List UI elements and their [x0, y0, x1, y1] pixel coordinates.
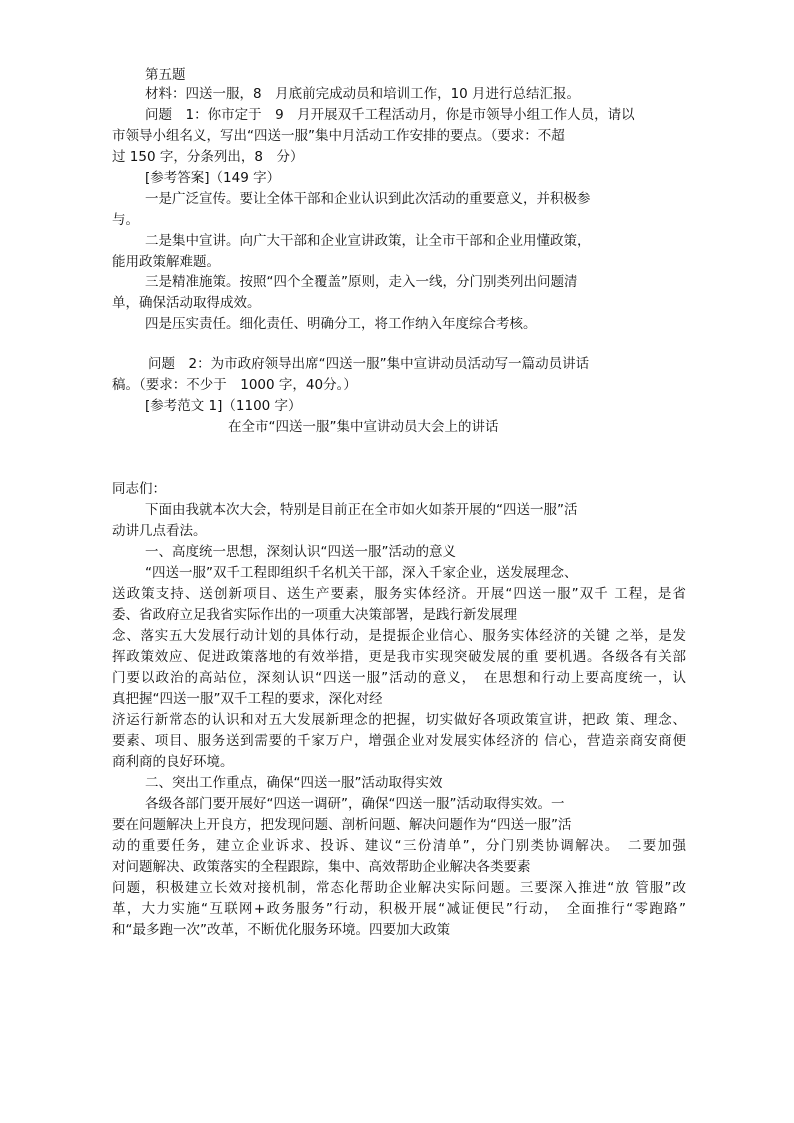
answer-point-two: 二是集中宣讲。向广大干部和企业宣讲政策，让全市干部和企业用懂政策， [145, 233, 591, 249]
section-two-line: 对问题解决、政策落实的全程跟踪，集中、高效帮助企业解决各类要素 [112, 859, 531, 875]
intro-paragraph-line: 下面由我就本次大会，特别是目前正在全市如火如荼开展的“四送一服”活 [145, 502, 578, 518]
answer-point-three: 三是精准施策。按照“四个全覆盖”原则，走入一线，分门别类列出问题清 [145, 274, 578, 290]
question-one-line: 过 150 字，分条列出，8 分） [112, 149, 304, 165]
section-one-line: 门要以政治的高站位，深刻认识“四送一服”活动的意义， 在思想和行动上要高度统一，认 [112, 670, 686, 686]
intro-paragraph-line: 动讲几点看法。 [112, 523, 207, 539]
section-two-line: 革，大力实施“互联网+政务服务”行动，积极开展“减证便民”行动， 全面推行“零跑路” [112, 901, 686, 917]
answer-point-one: 与。 [112, 212, 139, 228]
section-one-line: 要素、项目、服务送到需要的千家万户，增强企业对发展实体经济的 信心，营造亲商安商便 [112, 733, 686, 749]
section-one-line: 委、省政府立足我省实际作出的一项重大决策部署，是践行新发展理 [112, 607, 517, 623]
answer-point-three: 单，确保活动取得成效。 [112, 295, 261, 311]
section-one-line: 真把握“四送一服”双千工程的要求，深化对经 [112, 691, 383, 707]
reference-answer-label: [参考答案]（149 字） [145, 170, 281, 186]
question-two-line: 问题 2：为市政府领导出席“四送一服”集中宣讲动员活动写一篇动员讲话 [148, 356, 590, 372]
answer-point-two: 能用政策解难题。 [112, 254, 220, 270]
section-one-heading: 一、高度统一思想，深刻认识“四送一服”活动的意义 [145, 544, 456, 560]
section-two-line: 问题，积极建立长效对接机制，常态化帮助企业解决实际问题。三要深入推进“放 管服”改 [112, 880, 686, 896]
section-one-line: 商利商的良好环境。 [112, 754, 234, 770]
section-two-line: 动的重要任务，建立企业诉求、投诉、建议“三份清单”，分门别类协调解决。 二要加强 [112, 838, 686, 854]
section-two-heading: 二、突出工作重点，确保“四送一服”活动取得实效 [145, 775, 443, 791]
question-five-heading: 第五题 [145, 67, 186, 83]
answer-point-one: 一是广泛宣传。要让全体干部和企业认识到此次活动的重要意义，并积极参 [145, 191, 591, 207]
section-one-line: 念、落实五大发展行动计划的具体行动，是提振企业信心、服务实体经济的关键 之举，是发 [112, 628, 686, 644]
answer-point-four: 四是压实责任。细化责任、明确分工，将工作纳入年度综合考核。 [145, 316, 537, 332]
speech-title: 在全市“四送一服”集中宣讲动员大会上的讲话 [228, 419, 499, 435]
material-line: 材料：四送一服，8 月底前完成动员和培训工作，10 月进行总结汇报。 [145, 86, 581, 102]
reference-essay-label: [参考范文 1]（1100 字） [145, 398, 302, 414]
section-one-line: 挥政策效应、促进政策落地的有效举措，更是我市实现突破发展的重 要机遇。各级各有关部 [112, 649, 686, 665]
section-one-line: 济运行新常态的认识和对五大发展新理念的把握，切实做好各项政策宣讲，把政 策、理念、 [112, 712, 686, 728]
section-one-line: “四送一服”双千工程即组织千名机关干部，深入千家企业，送发展理念、 [145, 565, 578, 581]
salutation: 同志们： [112, 481, 166, 497]
question-two-line: 稿。（要求：不少于 1000 字，40分。） [112, 377, 357, 393]
section-two-line: 要在问题解决上开良方，把发现问题、剖析问题、解决问题作为“四送一服”活 [112, 817, 572, 833]
section-two-line: 和“最多跑一次”改革，不断优化服务环境。四要加大政策 [112, 922, 450, 938]
question-one-line: 市领导小组名义，写出“四送一服”集中月活动工作安排的要点。（要求：不超 [112, 128, 565, 144]
question-one-line: 问题 1：你市定于 9 月开展双千工程活动月，你是市领导小组工作人员，请以 [145, 107, 635, 123]
section-two-line: 各级各部门要开展好“四送一调研”，确保“四送一服”活动取得实效。一 [145, 796, 565, 812]
section-one-line: 送政策支持、送创新项目、送生产要素，服务实体经济。开展“四送一服”双千 工程，是省 [112, 586, 686, 602]
